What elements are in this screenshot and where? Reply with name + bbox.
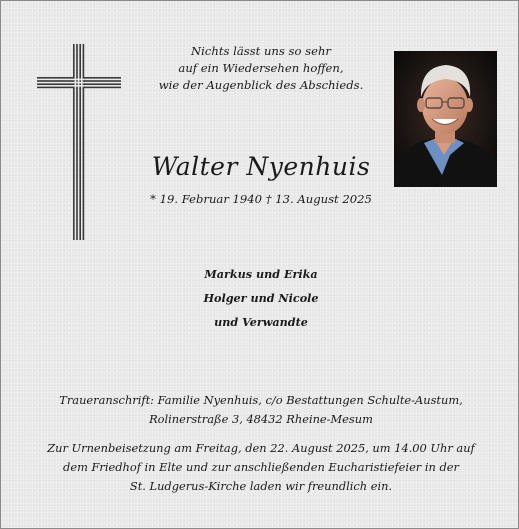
funeral-notice bbox=[21, 439, 501, 496]
address-line: Rolinerstraße 3, 48432 Rheine-Mesum bbox=[149, 412, 373, 426]
mourner-name: und Verwandte bbox=[214, 315, 308, 329]
memorial-quote bbox=[151, 43, 371, 94]
notice-line: dem Friedhof in Elte und zur anschließenden Eucharistiefeier in der bbox=[63, 460, 459, 474]
mourner-name: Markus und Erika bbox=[204, 267, 318, 281]
mourning-address bbox=[21, 391, 501, 429]
mourners-list bbox=[161, 266, 361, 338]
portrait-photo bbox=[394, 51, 497, 187]
deceased-name: Walter Nyenhuis bbox=[151, 152, 371, 181]
life-dates: * 19. Februar 1940 † 13. August 2025 bbox=[150, 192, 372, 206]
quote-line: Nichts lässt uns so sehr bbox=[191, 44, 331, 58]
quote-line: wie der Augenblick des Abschieds. bbox=[158, 78, 364, 92]
address-line: Traueranschrift: Familie Nyenhuis, c/o Bestattungen Schulte-Austum, bbox=[59, 393, 463, 407]
cross-icon bbox=[37, 44, 121, 240]
quote-line: auf ein Wiedersehen hoffen, bbox=[178, 61, 344, 75]
notice-line: Zur Urnenbeisetzung am Freitag, den 22. August 2025, um 14.00 Uhr auf bbox=[47, 441, 475, 455]
mourner-name: Holger und Nicole bbox=[203, 291, 319, 305]
notice-line: St. Ludgerus-Kirche laden wir freundlich ein. bbox=[129, 479, 393, 493]
